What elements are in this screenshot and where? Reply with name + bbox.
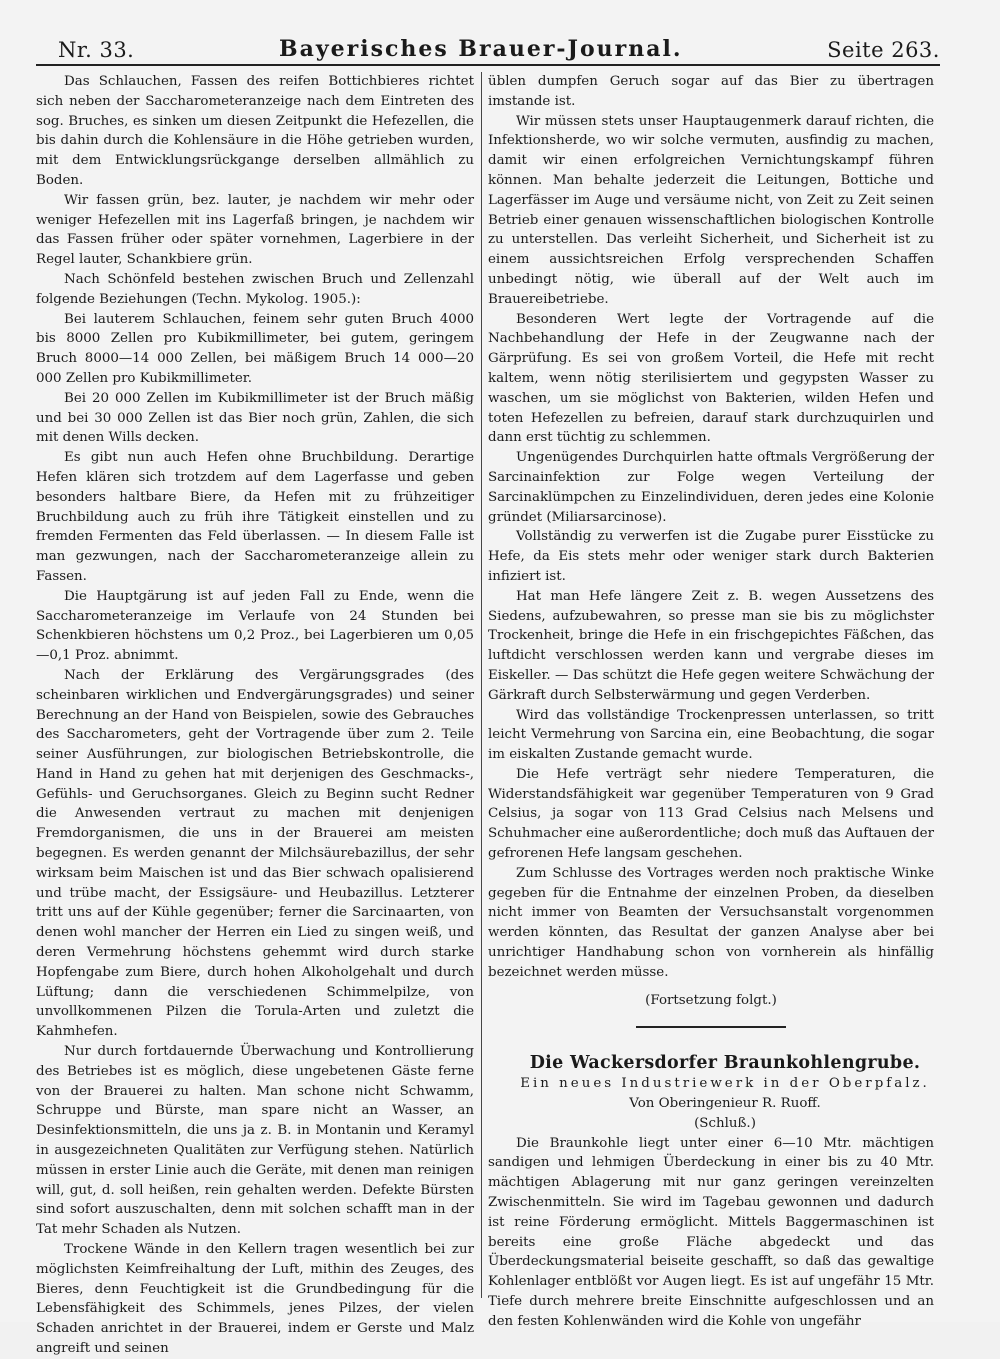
left-column bbox=[36, 72, 474, 1356]
right-column bbox=[488, 72, 934, 1329]
paragraph: Nur durch fortdauernde Überwachung und Kontrollierung des Betriebes ist es möglich, diese ungebetenen Gäste ferne von der Brauerei zu halten. Man schone nicht Schwamm, Schruppe und Bürste, man spare nicht an Wasser, an Desinfektionsmitteln, die uns ja z. B. in Montanin und Keramyl in ausgezeichneten Qualitäten zur Verfügung stehen. Natürlich müssen in erster Linie auch die Geräte, mit denen man reinigen will, gut, d. soll heißen, rein gehalten werden. Defekte Bürsten sind sofort auszuschalten, denn mit solchen schafft man in der Tat mehr Schaden als Nutzen. bbox=[36, 1044, 474, 1238]
article-title: Die Wackersdorfer Braunkohlengrube. bbox=[529, 1053, 921, 1074]
article-note: (Schluß.) bbox=[694, 1115, 756, 1131]
page-number: Seite 263. bbox=[827, 38, 940, 62]
paragraph: Die Hauptgärung ist auf jeden Fall zu Ende, wenn die Saccharometeranzeige im Verlaufe von 24 Stunden bei Schenkbieren höchstens um 0,2 Proz., bei Lagerbieren um 0,05—0,1 Proz. abnimmt. bbox=[36, 588, 474, 664]
paragraph: Es gibt nun auch Hefen ohne Bruchbildung. Derartige Hefen klären sich trotzdem auf dem Lagerfasse und geben besonders haltbare Biere, da Hefen mit zu frühzeitiger Bruchbildung auch zu früh ihre Tätigkeit einstellen und zu fremden Fermenten das Feld überlassen. — In diesem Falle ist man gezwungen, nach der Saccharometeranzeige allein zu Fassen. bbox=[36, 450, 474, 584]
paragraph: Das Schlauchen, Fassen des reifen Bottichbieres richtet sich neben der Saccharometeranzeige nach dem Eintreten des sog. Bruches, es sinken um diesen Zeitpunkt die Hefezellen, die bis dahin durch die Kohlensäure in die Höhe getrieben wurden, mit dem Entwicklungsrückgange derselben allmählich zu Boden. bbox=[36, 74, 474, 188]
article-subtitle: Ein neues Industriewerk in der Oberpfalz. bbox=[520, 1076, 930, 1092]
paragraph: Besonderen Wert legte der Vortragende auf die Nachbehandlung der Hefe in der Zeugwanne nach der Gärprüfung. Es sei von großem Vorteil, die Hefe mit recht kaltem, wenn nötig sterilisiertem und gegypsten Wasser zu waschen, um sie möglichst von Bakterien, wilden Hefen und toten Hefezellen zu befreien, darauf stark durchzuquirlen und dann erst tüchtig zu schlemmen. bbox=[488, 311, 934, 446]
article-separator bbox=[636, 1026, 786, 1028]
paragraph: Vollständig zu verwerfen ist die Zugabe purer Eisstücke zu Hefe, da Eis stets mehr oder weniger stark durch Bakterien infiziert ist. bbox=[488, 529, 934, 584]
issue-number: Nr. 33. bbox=[58, 38, 135, 62]
paragraph: Wir müssen stets unser Hauptaugenmerk darauf richten, die Infektionsherde, wo wir solche vermuten, ausfindig zu machen, damit wir einen erfolgreichen Vernichtungskampf führen können. Man behalte jederzeit die Leitungen, Bottiche und Lagerfässer im Auge und versäume nicht, von Zeit zu Zeit seinen Betrieb einer genauen wissenschaftlichen biologischen Kontrolle zu unterstellen. Das verleiht Sicherheit, und Sicherheit ist zu einem aussichtsreichen Erfolg versprechenden Schaffen unbedingt nötig, wie überall auf der Welt auch im Brauereibetriebe. bbox=[488, 113, 934, 307]
header-rule bbox=[36, 64, 940, 66]
paragraph: Zum Schlusse des Vortrages werden noch praktische Winke gegeben für die Entnahme der einzelnen Proben, da dieselben nicht immer von Beamten der Versuchsanstalt vorgenommen werden könnten, das Resultat der ganzen Analyse aber bei unrichtiger Handhabung schon von vornherein als hinfällig bezeichnet werden müsse. bbox=[488, 865, 934, 980]
paragraph-continuation: üblen dumpfen Geruch sogar auf das Bier zu übertragen imstande ist. bbox=[488, 74, 934, 109]
paragraph: Bei lauterem Schlauchen, feinem sehr guten Bruch 4000 bis 8000 Zellen pro Kubikmillimeter, bei gutem, geringem Bruch 8000—14 000 Zellen, bei mäßigem Bruch 14 000—20 000 Zellen pro Kubikmillimeter. bbox=[36, 311, 474, 386]
paragraph: Nach Schönfeld bestehen zwischen Bruch und Zellenzahl folgende Beziehungen (Techn. Mykolog. 1905.): bbox=[36, 271, 474, 307]
article-body: Die Braunkohle liegt unter einer 6—10 Mtr. mächtigen sandigen und lehmigen Überdeckung in einer bis zu 40 Mtr. mächtigen Ablagerung mit nur ganz geringen vereinzelten Zwischenmitteln. Sie wird im Tagebau gewonnen und dadurch ist reine Förderung ermöglicht. Mittels Baggermaschinen ist bereits eine große Fläche abgedeckt und das Überdeckungsmaterial beiseite geschafft, so daß das gewaltige Kohlenlager entblößt vor Augen liegt. Es ist auf ungefähr 15 Mtr. Tiefe durch mehrere breite Einschnitte aufgeschlossen und an den festen Kohlenwänden wird die Kohle von ungefähr bbox=[488, 1135, 934, 1329]
paragraph: Ungenügendes Durchquirlen hatte oftmals Vergrößerung der Sarcinainfektion zur Folge wegen Verteilung der Sarcinaklümpchen zu Einzelindividuen, deren jedes eine Kolonie gründet (Miliarsarcinose). bbox=[488, 450, 934, 525]
paragraph: Die Hefe verträgt sehr niedere Temperaturen, die Widerstandsfähigkeit war gegenüber Temperaturen von 9 Grad Celsius, ja sogar von 113 Grad Celsius nach Melsens und Schuhmacher eine außerordentliche; doch muß das Auftauen der gefrorenen Hefe langsam geschehen. bbox=[488, 766, 934, 862]
column-divider bbox=[481, 72, 482, 1298]
paragraph: Wir fassen grün, bez. lauter, je nachdem wir mehr oder weniger Hefezellen mit ins Lagerfaß bringen, je nachdem wir das Fassen früher oder später vornehmen, Lagerbiere in der Regel lauter, Schankbiere grün. bbox=[36, 192, 474, 268]
paragraph: Trockene Wände in den Kellern tragen wesentlich bei zur möglichsten Keimfreihaltung der Luft, mithin des Zeuges, des Bieres, denn Feuchtigkeit ist die Grundbedingung für die Lebensfähigkeit des Schimmels, jenes Pilzes, der vielen Schaden anrichtet in der Brauerei, indem er Gerste und Malz angreift und seinen bbox=[36, 1242, 474, 1356]
article-author: Von Oberingenieur R. Ruoff. bbox=[629, 1096, 821, 1112]
paragraph: Nach der Erklärung des Vergärungsgrades (des scheinbaren wirklichen und Endvergärungsgrades) und seiner Berechnung an der Hand von Beispielen, sowie des Gebrauches des Saccharometers, geht der Vortragende über zum 2. Teile seiner Ausführungen, zur biologischen Betriebskontrolle, die Hand in Hand zu gehen hat mit derjenigen des Geschmacks-, Gefühls- und Geruchsorganes. Gleich zu Beginn sucht Redner die Anwesenden vertraut zu machen mit denjenigen Fremdorganismen, die uns in der Brauerei am meisten begegnen. Es werden genannt der Milchsäurebazillus, der sehr wirksam beim Maischen ist und das Bier schwach opalisierend und trübe macht, der Essigsäure- und Heubazillus. Letzterer tritt uns auf der Kühle gegenüber; ferner die Sarcinaarten, von denen wohl mancher der Herren ein Lied zu singen weiß, und deren Vermehrung höchstens gehemmt wird durch starke Hopfengabe zum Biere, durch hohen Alkoholgehalt und durch Lüftung; dann die verschiedenen Schimmelpilze, von unvollkommenen Pilzen die Torula-Arten und zuletzt die Kahmhefen. bbox=[36, 667, 474, 1040]
journal-title: Bayerisches Brauer-Journal. bbox=[279, 36, 683, 62]
paragraph: Bei 20 000 Zellen im Kubikmillimeter ist der Bruch mäßig und bei 30 000 Zellen ist das Bier noch grün, Zahlen, die sich mit denen Wills decken. bbox=[36, 390, 474, 446]
continued-note: (Fortsetzung folgt.) bbox=[645, 992, 777, 1008]
paragraph: Wird das vollständige Trockenpressen unterlassen, so tritt leicht Vermehrung von Sarcina ein, eine Beobachtung, die sogar im eiskalten Zustande gemacht wurde. bbox=[488, 707, 934, 763]
paragraph: Hat man Hefe längere Zeit z. B. wegen Aussetzens des Siedens, aufzubewahren, so presse man sie bis zu möglichster Trockenheit, bringe die Hefe in ein frischgepichtes Fäßchen, das luftdicht verschlossen werden kann und vergrabe dieses im Eiskeller. — Das schützt die Hefe gegen weitere Schwächung der Gärkraft durch Selbsterwärmung und gegen Verderben. bbox=[488, 588, 934, 703]
page-header bbox=[58, 28, 940, 62]
